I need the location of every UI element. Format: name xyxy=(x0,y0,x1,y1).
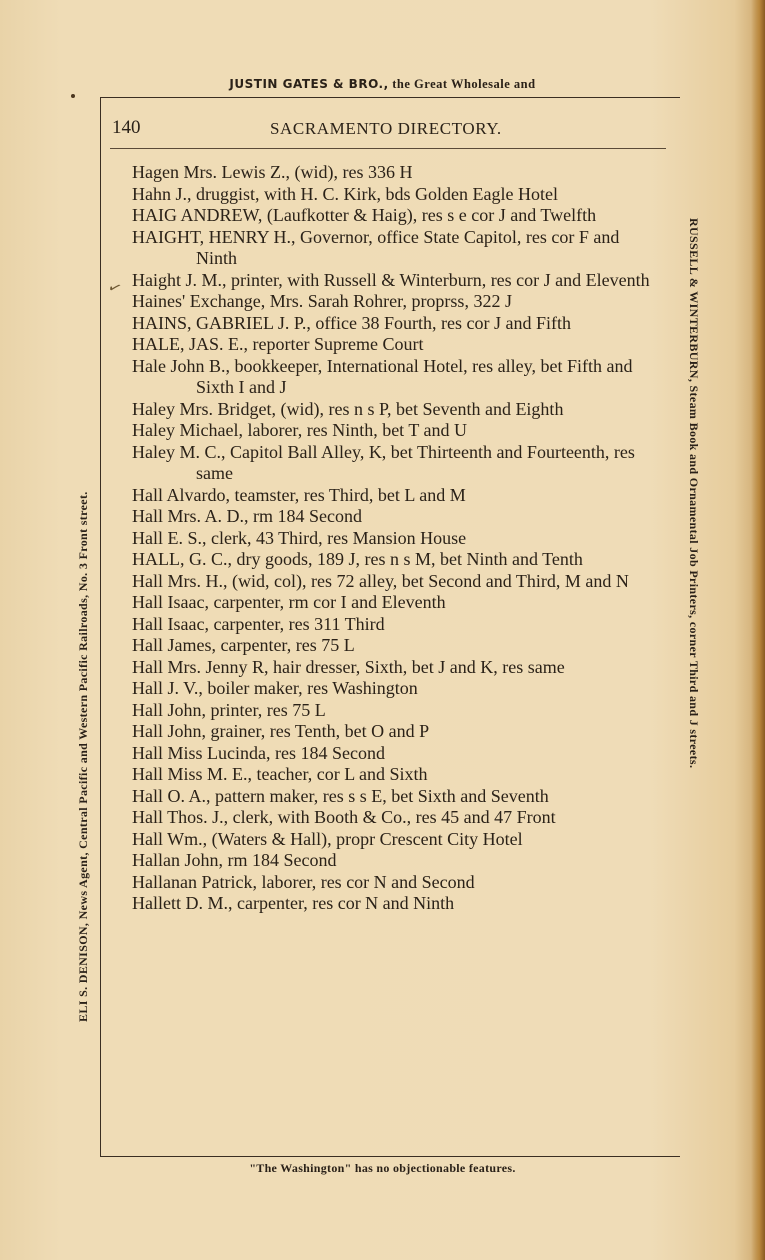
directory-entry: Hall Thos. J., clerk, with Booth & Co., res 45 and 47 Front xyxy=(132,807,556,827)
directory-entry: Hall John, grainer, res Tenth, bet O and P xyxy=(132,721,430,741)
directory-entry: Hallanan Patrick, laborer, res cor N and Second xyxy=(132,871,475,892)
running-title: SACRAMENTO DIRECTORY. xyxy=(270,119,502,138)
directory-entry: HALL, G. C., dry goods, 189 J, res n s M, bet Ninth and Tenth xyxy=(132,549,583,569)
directory-entries xyxy=(132,162,662,915)
directory-entry: HAIGHT, HENRY H., Governor, office State Capitol, res cor F and Ninth xyxy=(132,226,620,268)
directory-entry: Haight J. M., printer, with Russell & Winterburn, res cor J and Eleventh xyxy=(132,269,650,290)
directory-entry: HALE, JAS. E., reporter Supreme Court xyxy=(132,334,424,354)
directory-entry: Hall Alvardo, teamster, res Third, bet L and M xyxy=(132,484,466,505)
border-top-rule xyxy=(100,97,680,98)
directory-entry: HAINS, GABRIEL J. P., office 38 Fourth, res cor J and Fifth xyxy=(132,312,571,333)
directory-entry: Hallett D. M., carpenter, res cor N and Ninth xyxy=(132,893,455,913)
left-side-advertisement: ELI S. DENISON, News Agent, Central Pacific and Western Pacific Railroads, No. 3 Front street. xyxy=(76,491,90,1022)
directory-entry: Hall Mrs. H., (wid, col), res 72 alley, bet Second and Third, M and N xyxy=(132,570,629,591)
directory-entry: Hall O. A., pattern maker, res s s E, bet Sixth and Seventh xyxy=(132,785,549,806)
directory-entry: HAIG ANDREW, (Laufkotter & Haig), res s e cor J and Twelfth xyxy=(132,205,597,225)
border-bottom-rule xyxy=(100,1156,680,1157)
directory-entry: Hall John, printer, res 75 L xyxy=(132,699,326,720)
directory-entry: Hall E. S., clerk, 43 Third, res Mansion House xyxy=(132,527,467,548)
border-left-rule xyxy=(100,97,101,1156)
top-ad-firm: JUSTIN GATES & BRO., xyxy=(229,77,389,91)
directory-entry: Haley Mrs. Bridget, (wid), res n s P, bet Seventh and Eighth xyxy=(132,398,564,419)
directory-entry: Hall James, carpenter, res 75 L xyxy=(132,635,355,655)
directory-entry: Hall Wm., (Waters & Hall), propr Crescent City Hotel xyxy=(132,828,523,849)
directory-entry: Hall Miss M. E., teacher, cor L and Sixth xyxy=(132,764,428,784)
right-side-advertisement: RUSSELL & WINTERBURN, Steam Book and Ornamental Job Printers, corner Third and J streets. xyxy=(687,218,701,769)
checkmark-mark-icon: ✓ xyxy=(104,277,125,299)
top-advertisement xyxy=(0,77,765,92)
directory-entry: Hall Mrs. Jenny R, hair dresser, Sixth, bet J and K, res same xyxy=(132,656,565,677)
directory-entry: Hahn J., druggist, with H. C. Kirk, bds Golden Eagle Hotel xyxy=(132,183,558,204)
page-edge-shadow xyxy=(751,0,765,1260)
directory-entry: Haley M. C., Capitol Ball Alley, K, bet Thirteenth and Fourteenth, res same xyxy=(132,441,635,483)
directory-entry: Haley Michael, laborer, res Ninth, bet T and U xyxy=(132,420,468,440)
directory-entry: Hallan John, rm 184 Second xyxy=(132,850,337,870)
top-ad-text: the Great Wholesale and xyxy=(388,77,536,91)
directory-entry: Hall Isaac, carpenter, rm cor I and Eleventh xyxy=(132,592,446,612)
directory-entry: Hall Miss Lucinda, res 184 Second xyxy=(132,742,385,763)
ink-speck xyxy=(71,94,75,98)
directory-entry: Hagen Mrs. Lewis Z., (wid), res 336 H xyxy=(132,162,413,182)
directory-entry: Hall Isaac, carpenter, res 311 Third xyxy=(132,613,385,634)
directory-entry: Haines' Exchange, Mrs. Sarah Rohrer, proprss, 322 J xyxy=(132,291,512,311)
directory-entry: Hall J. V., boiler maker, res Washington xyxy=(132,678,418,698)
directory-entry: Hale John B., bookkeeper, International Hotel, res alley, bet Fifth and Sixth I and J xyxy=(132,355,633,397)
page-number: 140 xyxy=(112,117,141,138)
bottom-advertisement: "The Washington" has no objectionable features. xyxy=(249,1161,516,1175)
directory-entry: Hall Mrs. A. D., rm 184 Second xyxy=(132,506,362,526)
header-rule xyxy=(110,148,666,149)
